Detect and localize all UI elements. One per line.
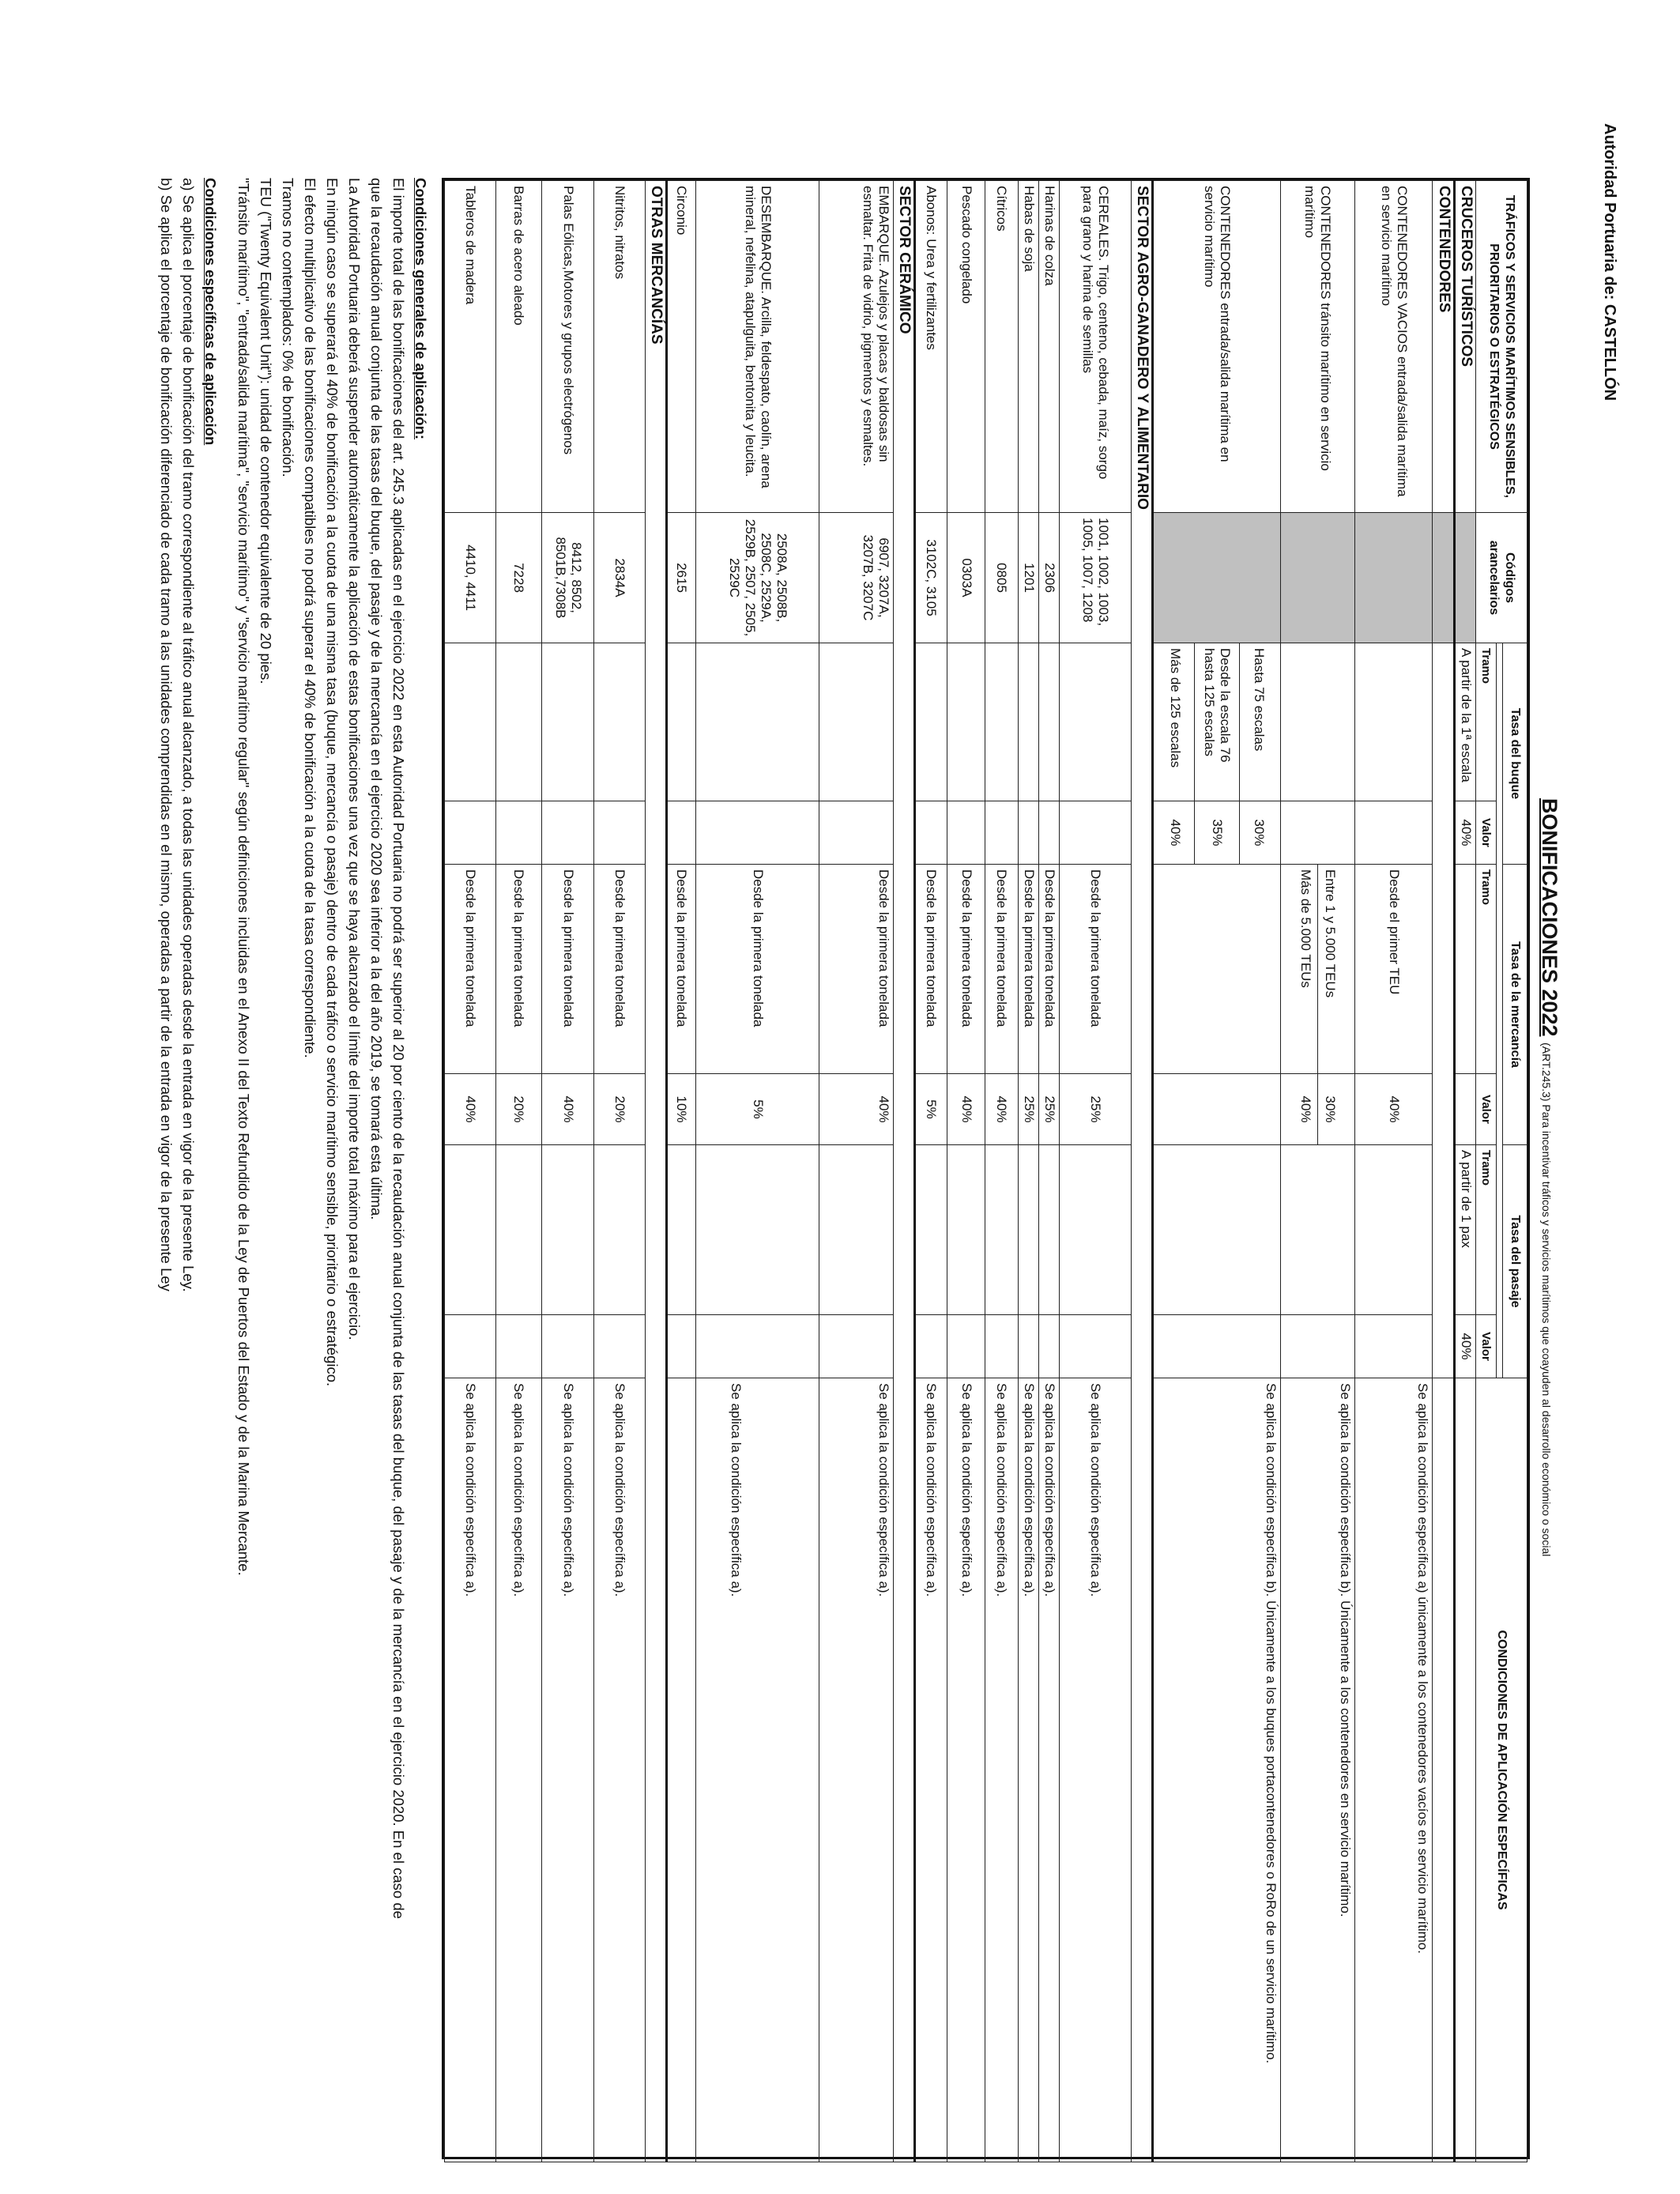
- note-line: El efecto multiplicativo de las bonificaciones compatibles no podrá superar el 40% de bonificación a la cuota de la tasa correspondiente.: [302, 178, 318, 1058]
- cargo-valor-1: 30%: [1323, 1095, 1338, 1123]
- table-row: [1132, 181, 1153, 2162]
- table-row: [1281, 181, 1355, 2162]
- cell-codes: 2615: [666, 513, 695, 643]
- cell-cargo-tramo: Desde la primera tonelada: [594, 865, 645, 1074]
- cell-traffic: DESEMBARQUE. Arcilla, feldespato, caolín, arena mineral, nefelina, atapulguita, bentonita y leucita.: [696, 181, 819, 513]
- header-codes: Códigos arancelarios: [1475, 513, 1527, 643]
- header-pax-tramo: Tramo: [1475, 1145, 1496, 1315]
- note-line: En ningún caso se superará el 40% de bonificación a la cuota de una misma tasa (buque, mercancía o pasaje) dentro de cada tráfico o servicio marítimo sensible, prioritario o estratégico.: [324, 178, 341, 1387]
- cell-codes: 3102C, 3105: [914, 513, 947, 643]
- ship-valor-3: 40%: [1168, 819, 1184, 846]
- ship-tramo-1: Hasta 75 escalas: [1239, 643, 1278, 801]
- cell-codes: 2306: [1038, 513, 1059, 643]
- cell-cargo-tramo: Desde la primera tonelada: [1018, 865, 1038, 1074]
- cell-cargo-valor: 5%: [696, 1074, 819, 1145]
- cell-cargo-valor: [1281, 1074, 1355, 1145]
- cell-codes: 1201: [1018, 513, 1038, 643]
- header-pax-valor: Valor: [1475, 1315, 1496, 1378]
- cell-conditions: Se aplica la condición específica a).: [541, 1378, 594, 2162]
- cell-cargo-valor: 20%: [495, 1074, 541, 1145]
- note-line: b) Se aplica el porcentaje de bonificación diferenciado de cada tramo a las unidades comprendidas en el mismo, operadas a partir de la entrada en vigor de la presente Ley: [158, 178, 175, 1291]
- header-cargo-tramo: Tramo: [1475, 865, 1496, 1074]
- table-row: [1153, 181, 1281, 2162]
- cell-conditions: Se aplica la condición específica a).: [594, 1378, 645, 2162]
- cell-traffic: Pescado congelado: [947, 181, 985, 513]
- table-row: [594, 181, 645, 2162]
- cell-cargo-valor: 25%: [1018, 1074, 1038, 1145]
- cell-conditions: Se aplica la condición específica a).: [1038, 1378, 1059, 2162]
- cell-traffic: Nitritos, nitratos: [594, 181, 645, 513]
- cell-cargo-tramo: Desde la primera tonelada: [1059, 865, 1131, 1074]
- ship-tramo-3: Más de 125 escalas: [1168, 648, 1184, 768]
- note-line: El importe total de las bonificaciones del art. 245.3 aplicadas en el ejercicio 2022 en esta Autoridad Portuaria no podrá ser superior al 20 por ciento de la recaudación anual conjunta de las tasas del buque, del pasaje y de la mercancía en el ejercicio 2020. En el caso de: [390, 178, 407, 1919]
- table-row: [893, 181, 914, 2162]
- table-row: [1038, 181, 1059, 2162]
- cell-cargo-valor: 5%: [914, 1074, 947, 1145]
- cell-ship-tramo: A partir de la 1ª escala: [1454, 643, 1475, 801]
- cell-traffic: Barras de acero aleado: [495, 181, 541, 513]
- cell-conditions: Se aplica la condición específica a) únicamente a los contenedores vacíos en servicio marítimo.: [1354, 1378, 1433, 2162]
- cell-cargo-valor: 40%: [1354, 1074, 1433, 1145]
- header-passenger-fee: Tasa del pasaje: [1502, 1145, 1527, 1378]
- general-conditions-heading: Condiciones generales de aplicación:: [412, 178, 429, 440]
- cell-codes: 6907, 3207A, 3207B, 3207C: [819, 513, 894, 643]
- cell-cargo-tramo: Desde la primera tonelada: [947, 865, 985, 1074]
- cell-traffic: CONTENEDORES tránsito marítimo en servicio marítimo: [1281, 181, 1355, 513]
- table-row: [495, 181, 541, 2162]
- table-row: [541, 181, 594, 2162]
- cell-cargo-valor: 40%: [541, 1074, 594, 1145]
- cell-traffic: Cítricos: [985, 181, 1019, 513]
- section-ceramico: SECTOR CERÁMICO: [893, 181, 914, 2162]
- cell-conditions: Se aplica la condición específica a).: [696, 1378, 819, 2162]
- title-text: BONIFICACIONES 2022: [1538, 798, 1561, 1037]
- notes-section: [155, 178, 431, 2154]
- cell-cargo-valor: 20%: [594, 1074, 645, 1145]
- cell-cargo-tramo: Desde la primera tonelada: [1038, 865, 1059, 1074]
- cell-codes: 0805: [985, 513, 1019, 643]
- cell-codes: 1001, 1002, 1003, 1005, 1007, 1208: [1059, 513, 1131, 643]
- cell-traffic: Palas Eólicas,Motores y grupos electrógenos: [541, 181, 594, 513]
- bonificaciones-table: [442, 178, 1530, 2159]
- cell-cargo-valor: 40%: [947, 1074, 985, 1145]
- cell-cargo-tramo: Desde la primera tonelada: [666, 865, 695, 1074]
- port-authority-label: Autoridad Portuaria de: CASTELLÓN: [1601, 123, 1618, 401]
- cell-ship-valor: [1153, 801, 1281, 865]
- note-line: Tramos no contemplados: 0% de bonificación.: [280, 178, 296, 477]
- header-ship-tramo: Tramo: [1475, 643, 1496, 801]
- cell-conditions: Se aplica la condición específica a).: [495, 1378, 541, 2162]
- cargo-tramo-2: Más de 5.000 TEUs: [1294, 865, 1318, 1073]
- cell-cargo-tramo: Desde la primera tonelada: [696, 865, 819, 1074]
- cell-codes: 8412, 8502, 8501B,7308B: [541, 513, 594, 643]
- cell-traffic: CEREALES. Trigo, centeno, cebada, maíz, sorgo para grano y harina de semillas: [1059, 181, 1131, 513]
- cell-codes: 7228: [495, 513, 541, 643]
- table-row: [645, 181, 666, 2162]
- cell-ship-tramo: [1153, 643, 1281, 801]
- cell-cargo-tramo: [1281, 865, 1355, 1074]
- table-row: [1354, 181, 1433, 2162]
- cell-traffic: Tableros de madera: [445, 181, 496, 513]
- cell-traffic: Abonos: Urea y fertilizantes: [914, 181, 947, 513]
- header-cargo-fee: Tasa de la mercancía: [1502, 865, 1527, 1145]
- cell-conditions: Se aplica la condición específica a).: [985, 1378, 1019, 2162]
- title-subtitle: (ART.245.3) Para incentivar tráficos y servicios marítimos que coayuden al desarrollo económico o social: [1540, 1042, 1553, 1557]
- note-line: que la recaudación anual conjunta de las tasas del buque, del pasaje y de la mercancía en el ejercicio 2020 sea inferior a la del año 2019, se tomará esta última.: [368, 178, 385, 1220]
- section-cruceros: CRUCEROS TURÍSTICOS: [1454, 181, 1475, 513]
- cell-cargo-valor: 25%: [1059, 1074, 1131, 1145]
- cell-cargo-tramo: Desde la primera tonelada: [445, 865, 496, 1074]
- cell-codes: 2508A, 2508B, 2508C, 2529A, 2529B, 2507, 2505, 2529C: [696, 513, 819, 643]
- cell-traffic: Habas de soja: [1018, 181, 1038, 513]
- table-row: [696, 181, 819, 2162]
- cell-cargo-valor: 10%: [666, 1074, 695, 1145]
- cell-cargo-tramo: Desde la primera tonelada: [495, 865, 541, 1074]
- table-row: [1018, 181, 1038, 2162]
- cell-traffic: CONTENEDORES entrada/salida marítima en servicio marítimo: [1153, 181, 1281, 513]
- table-row: [1059, 181, 1131, 2162]
- table-row: [819, 181, 894, 2162]
- ship-tramo-2: Desde la escala 76 hasta 125 escalas: [1194, 643, 1239, 801]
- cell-cargo-tramo: Desde la primera tonelada: [985, 865, 1019, 1074]
- cargo-tramo-1: Entre 1 y 5.000 TEUs: [1323, 869, 1338, 998]
- cell-cargo-tramo: Desde el primer TEU: [1354, 865, 1433, 1074]
- specific-conditions-heading: Condiciones específicas de aplicación: [202, 178, 219, 446]
- cell-conditions: Se aplica la condición específica b). Únicamente a los buques portacontenedores o RoRo de un servicio marítimo.: [1153, 1378, 1281, 2162]
- ship-valor-1: 30%: [1239, 801, 1278, 864]
- header-conditions: CONDICIONES DE APLICACIÓN ESPECÍFICAS: [1475, 1378, 1527, 2162]
- section-contenedores: CONTENEDORES: [1433, 181, 1454, 513]
- table-row: [914, 181, 947, 2162]
- cell-cargo-tramo: Desde la primera tonelada: [819, 865, 894, 1074]
- note-line: "Tránsito marítimo", "entrada/salida marítima", "servicio marítimo" y "servicio marítimo regular" según definiciones incluidas en el Anexo II del Texto Refundido de la Ley de Puertos del Estado y de la Marina Mercante.: [235, 178, 252, 1576]
- table-row: [666, 181, 695, 2162]
- cell-cargo-valor: 40%: [445, 1074, 496, 1145]
- cell-conditions: Se aplica la condición específica a).: [1059, 1378, 1131, 2162]
- table-row: [445, 181, 496, 2162]
- cell-conditions: Se aplica la condición específica a).: [819, 1378, 894, 2162]
- cell-cargo-valor: 25%: [1038, 1074, 1059, 1145]
- cell-traffic: CONTENEDORES VACIOS entrada/salida marítima en servicio marítimo: [1354, 181, 1433, 513]
- cell-pax-tramo: A partir de 1 pax: [1454, 1145, 1475, 1315]
- cell-conditions: Se aplica la condición específica a).: [914, 1378, 947, 2162]
- section-otras: OTRAS MERCANCÍAS: [645, 181, 666, 2162]
- cell-traffic: EMBARQUE. Azulejos y placas y baldosas sin esmaltar. Frita de vidrio, pigmentos y esmaltes.: [819, 181, 894, 513]
- note-line: a) Se aplica el porcentaje de bonificación del tramo correspondiente al tráfico anual alcanzado, a todas las unidades operadas desde la entrada en vigor de la presente Ley.: [180, 178, 197, 1292]
- header-ship-valor: Valor: [1475, 801, 1496, 865]
- cell-traffic: Harinas de colza: [1038, 181, 1059, 513]
- ship-valor-2: 35%: [1194, 801, 1239, 864]
- cell-cargo-valor: 40%: [819, 1074, 894, 1145]
- cell-traffic: Circonio: [666, 181, 695, 513]
- header-cargo-valor: Valor: [1475, 1074, 1496, 1145]
- cell-codes: 4410, 4411: [445, 513, 496, 643]
- cell-codes: 0303A: [947, 513, 985, 643]
- cell-ship-valor: 40%: [1454, 801, 1475, 865]
- table-row: [1454, 181, 1475, 2162]
- cell-codes: 2834A: [594, 513, 645, 643]
- cargo-valor-2: 40%: [1294, 1074, 1318, 1144]
- note-line: TEU ("Twenty Equivalent Unit"): unidad de contenedor equivalente de 20 pies.: [258, 178, 274, 684]
- table-row: [1433, 181, 1454, 2162]
- cell-conditions: Se aplica la condición específica a).: [1018, 1378, 1038, 2162]
- header-ship-fee: Tasa del buque: [1502, 643, 1527, 865]
- cell-conditions: Se aplica la condición específica a).: [445, 1378, 496, 2162]
- page-title: [1537, 798, 1561, 1556]
- header-traffic: TRÁFICOS Y SERVICIOS MARÍTIMOS SENSIBLES, PRIORITARIOS O ESTRATÉGICOS: [1475, 181, 1527, 513]
- cell-pax-valor: 40%: [1454, 1315, 1475, 1378]
- cell-cargo-tramo: Desde la primera tonelada: [541, 865, 594, 1074]
- cell-cargo-tramo: Desde la primera tonelada: [914, 865, 947, 1074]
- table-row: [947, 181, 985, 2162]
- cell-cargo-valor: 40%: [985, 1074, 1019, 1145]
- cell-conditions: Se aplica la condición específica b). Únicamente a los contenedores en servicio marítimo.: [1281, 1378, 1355, 2162]
- note-line: La Autoridad Portuaria deberá suspender automáticamente la aplicación de estas bonificaciones una vez que se haya alcanzado el límite del importe total máximo para el ejercicio.: [346, 178, 363, 1340]
- section-agro: SECTOR AGRO-GANADERO Y ALIMENTARIO: [1132, 181, 1153, 2162]
- table-row: [985, 181, 1019, 2162]
- cell-conditions: Se aplica la condición específica a).: [947, 1378, 985, 2162]
